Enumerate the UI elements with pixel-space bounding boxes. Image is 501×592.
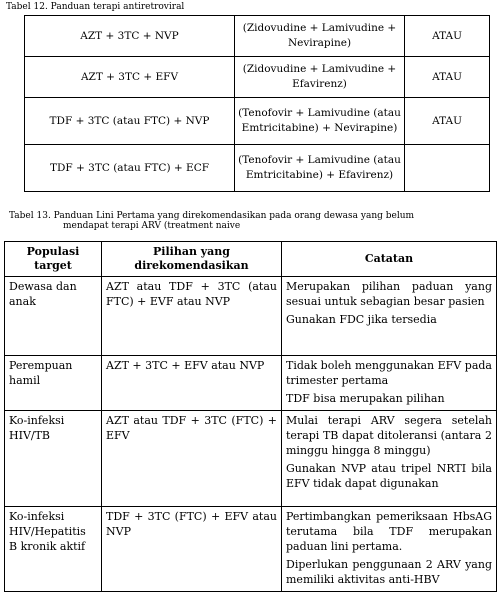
components-cell: (Tenofovir + Lamivudine (atau Emtricitabine) + Nevirapine): [235, 98, 405, 145]
note-text: Mulai terapi ARV segera setelah terapi TB dapat ditoleransi (antara 2 minggu hingga 8 minggu): [286, 414, 492, 457]
notes-cell: [282, 507, 497, 592]
regimen-cell: AZT + 3TC + EFV: [25, 57, 235, 98]
table-row: [25, 57, 490, 98]
table-row: [25, 145, 490, 192]
regimen-cell: TDF + 3TC (atau FTC) + ECF: [25, 145, 235, 192]
header-notes: Catatan: [282, 242, 497, 277]
notes-cell: [282, 411, 497, 507]
table-13: [4, 241, 497, 592]
table-12-caption: Tabel 12. Panduan terapi antiretroviral: [6, 2, 185, 12]
population-cell: Perempuan hamil: [5, 356, 102, 411]
table-row: [5, 277, 497, 356]
table-row: [25, 16, 490, 57]
choice-cell: AZT atau TDF + 3TC (FTC) + EFV: [102, 411, 282, 507]
table-row: [5, 411, 497, 507]
regimen-cell: TDF + 3TC (atau FTC) + NVP: [25, 98, 235, 145]
note-cell: ATAU: [405, 57, 490, 98]
components-cell: (Zidovudine + Lamivudine + Nevirapine): [235, 16, 405, 57]
table-13-caption-line1: Tabel 13. Panduan Lini Pertama yang direkomendasikan pada orang dewasa yang belum: [9, 211, 415, 221]
table-row: [5, 507, 497, 592]
population-cell: Ko-infeksi HIV/Hepatitis B kronik aktif: [5, 507, 102, 592]
table-13-caption-line2: mendapat terapi ARV (treatment naive: [63, 221, 241, 231]
population-cell: Ko-infeksi HIV/TB: [5, 411, 102, 507]
note-text: Gunakan FDC jika tersedia: [286, 313, 437, 326]
table-header-row: [5, 242, 497, 277]
notes-cell: [282, 356, 497, 411]
table-row: [5, 356, 497, 411]
header-population: Populasi target: [5, 242, 102, 277]
note-text: Gunakan NVP atau tripel NRTI bila EFV tidak dapat digunakan: [286, 462, 492, 490]
header-choice: Pilihan yang direkomendasikan: [102, 242, 282, 277]
population-cell: Dewasa dan anak: [5, 277, 102, 356]
note-text: Tidak boleh menggunakan EFV pada trimester pertama: [286, 359, 492, 387]
note-text: Merupakan pilihan paduan yang sesuai untuk sebagian besar pasien: [286, 280, 492, 308]
note-text: Pertimbangkan pemeriksaan HbsAG terutama bila TDF merupakan paduan lini pertama.: [286, 510, 492, 553]
choice-cell: AZT + 3TC + EFV atau NVP: [102, 356, 282, 411]
note-text: Diperlukan penggunaan 2 ARV yang memiliki aktivitas anti-HBV: [286, 558, 492, 586]
regimen-cell: AZT + 3TC + NVP: [25, 16, 235, 57]
note-cell: [405, 145, 490, 192]
note-cell: ATAU: [405, 98, 490, 145]
choice-cell: TDF + 3TC (FTC) + EFV atau NVP: [102, 507, 282, 592]
table-13-caption: [9, 211, 497, 231]
note-text: TDF bisa merupakan pilihan: [286, 392, 445, 405]
components-cell: (Tenofovir + Lamivudine (atau Emtricitabine) + Efavirenz): [235, 145, 405, 192]
components-cell: (Zidovudine + Lamivudine + Efavirenz): [235, 57, 405, 98]
note-cell: ATAU: [405, 16, 490, 57]
table-row: [25, 98, 490, 145]
choice-cell: AZT atau TDF + 3TC (atau FTC) + EVF atau NVP: [102, 277, 282, 356]
table-12: [24, 15, 490, 192]
notes-cell: [282, 277, 497, 356]
